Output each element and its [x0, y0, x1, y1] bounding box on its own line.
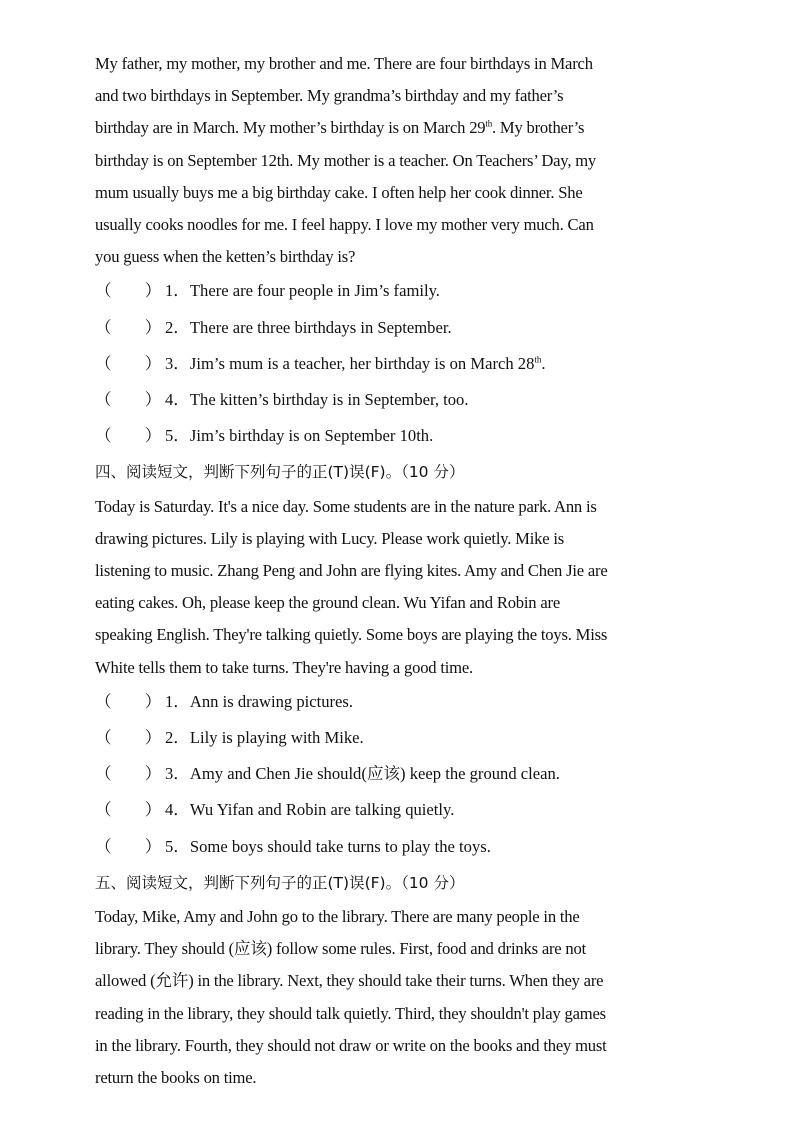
question-item: [95, 273, 695, 309]
question-item: [95, 756, 695, 792]
question-text: 3．Amy and Chen Jie should(应该) keep the ground clean.: [165, 764, 560, 784]
question-item: [95, 684, 695, 720]
question-text: 1．There are four people in Jim’s family.: [165, 281, 440, 301]
passage-line: speaking English. They're talking quietly. Some boys are playing the toys. Miss: [95, 625, 608, 645]
passage-line-text: birthday are in March. My mother’s birthday is on March 29: [95, 118, 486, 138]
passage-line: My father, my mother, my brother and me. There are four birthdays in March: [95, 54, 593, 73]
question-text: 4．The kitten’s birthday is in September, too.: [165, 389, 469, 409]
question-text: 3．Jim’s mum is a teacher, her birthday is on March 28: [165, 353, 535, 373]
passage-line: return the books on time.: [95, 1067, 257, 1087]
question-item: [95, 310, 695, 346]
passage-line: drawing pictures. Lily is playing with Lucy. Please work quietly. Mike is: [95, 528, 564, 548]
passage-line: birthday is on September 12th. My mother is a teacher. On Teachers’ Day, my: [95, 150, 597, 170]
ordinal-suffix: th: [485, 118, 493, 129]
question-item: [95, 792, 695, 828]
passage-line: library. They should (应该) follow some rules. First, food and drinks are not: [95, 939, 587, 959]
passage-line: reading in the library, they should talk quietly. Third, they shouldn't play games: [95, 1003, 606, 1023]
passage-line: Today is Saturday. It's a nice day. Some students are in the nature park. Ann is: [95, 496, 597, 516]
passage-line: and two birthdays in September. My grandma’s birthday and my father’s: [95, 86, 564, 106]
answer-blank[interactable]: （ ）: [95, 281, 162, 301]
question-item: [95, 418, 695, 454]
question-text: 5．Jim’s birthday is on September 10th.: [165, 426, 434, 446]
passage-line: eating cakes. Oh, please keep the ground clean. Wu Yifan and Robin are: [95, 593, 560, 613]
worksheet-page: [95, 48, 695, 1094]
answer-blank[interactable]: （ ）: [95, 800, 162, 820]
passage-line: usually cooks noodles for me. I feel happy. I love my mother very much. Can: [95, 215, 594, 235]
question-list-birthdays: [95, 273, 695, 454]
answer-blank[interactable]: （ ）: [95, 426, 162, 446]
answer-blank[interactable]: （ ）: [95, 727, 162, 747]
question-item: [95, 829, 695, 865]
question-item: [95, 346, 695, 382]
passage-birthdays: [95, 48, 695, 273]
question-item: [95, 720, 695, 756]
passage-line: mum usually buys me a big birthday cake. I often help her cook dinner. She: [95, 182, 583, 202]
question-text: 4．Wu Yifan and Robin are talking quietly.: [165, 800, 455, 820]
ordinal-suffix: th: [534, 354, 542, 365]
answer-blank[interactable]: （ ）: [95, 764, 162, 784]
passage-line: you guess when the ketten’s birthday is?: [95, 247, 356, 267]
answer-blank[interactable]: （ ）: [95, 691, 162, 711]
passage-line: [95, 112, 695, 144]
question-text: 2．There are three birthdays in September.: [165, 317, 452, 337]
passage-line-tail: . My brother’s: [492, 118, 585, 138]
question-text: 5．Some boys should take turns to play the toys.: [165, 836, 491, 856]
answer-blank[interactable]: （ ）: [95, 836, 162, 856]
question-tail: .: [541, 353, 546, 373]
answer-blank[interactable]: （ ）: [95, 389, 162, 409]
passage-library: [95, 901, 695, 1094]
passage-line: White tells them to take turns. They're having a good time.: [95, 657, 473, 677]
question-text: 2．Lily is playing with Mike.: [165, 727, 364, 747]
passage-line: listening to music. Zhang Peng and John are flying kites. Amy and Chen Jie are: [95, 560, 608, 580]
passage-nature-park: [95, 491, 695, 684]
question-text: 1．Ann is drawing pictures.: [165, 691, 354, 711]
section-4-heading: 四、阅读短文，判断下列句子的正(T)误(F)。（10 分）: [95, 463, 465, 482]
question-item: [95, 382, 695, 418]
answer-blank[interactable]: （ ）: [95, 353, 162, 373]
passage-line: Today, Mike, Amy and John go to the library. There are many people in the: [95, 906, 580, 926]
answer-blank[interactable]: （ ）: [95, 317, 162, 337]
passage-line: allowed (允许) in the library. Next, they should take their turns. When they are: [95, 971, 604, 991]
section-5-heading: 五、阅读短文，判断下列句子的正(T)误(F)。（10 分）: [95, 873, 465, 892]
question-list-nature-park: [95, 684, 695, 865]
passage-line: in the library. Fourth, they should not draw or write on the books and they must: [95, 1035, 607, 1055]
